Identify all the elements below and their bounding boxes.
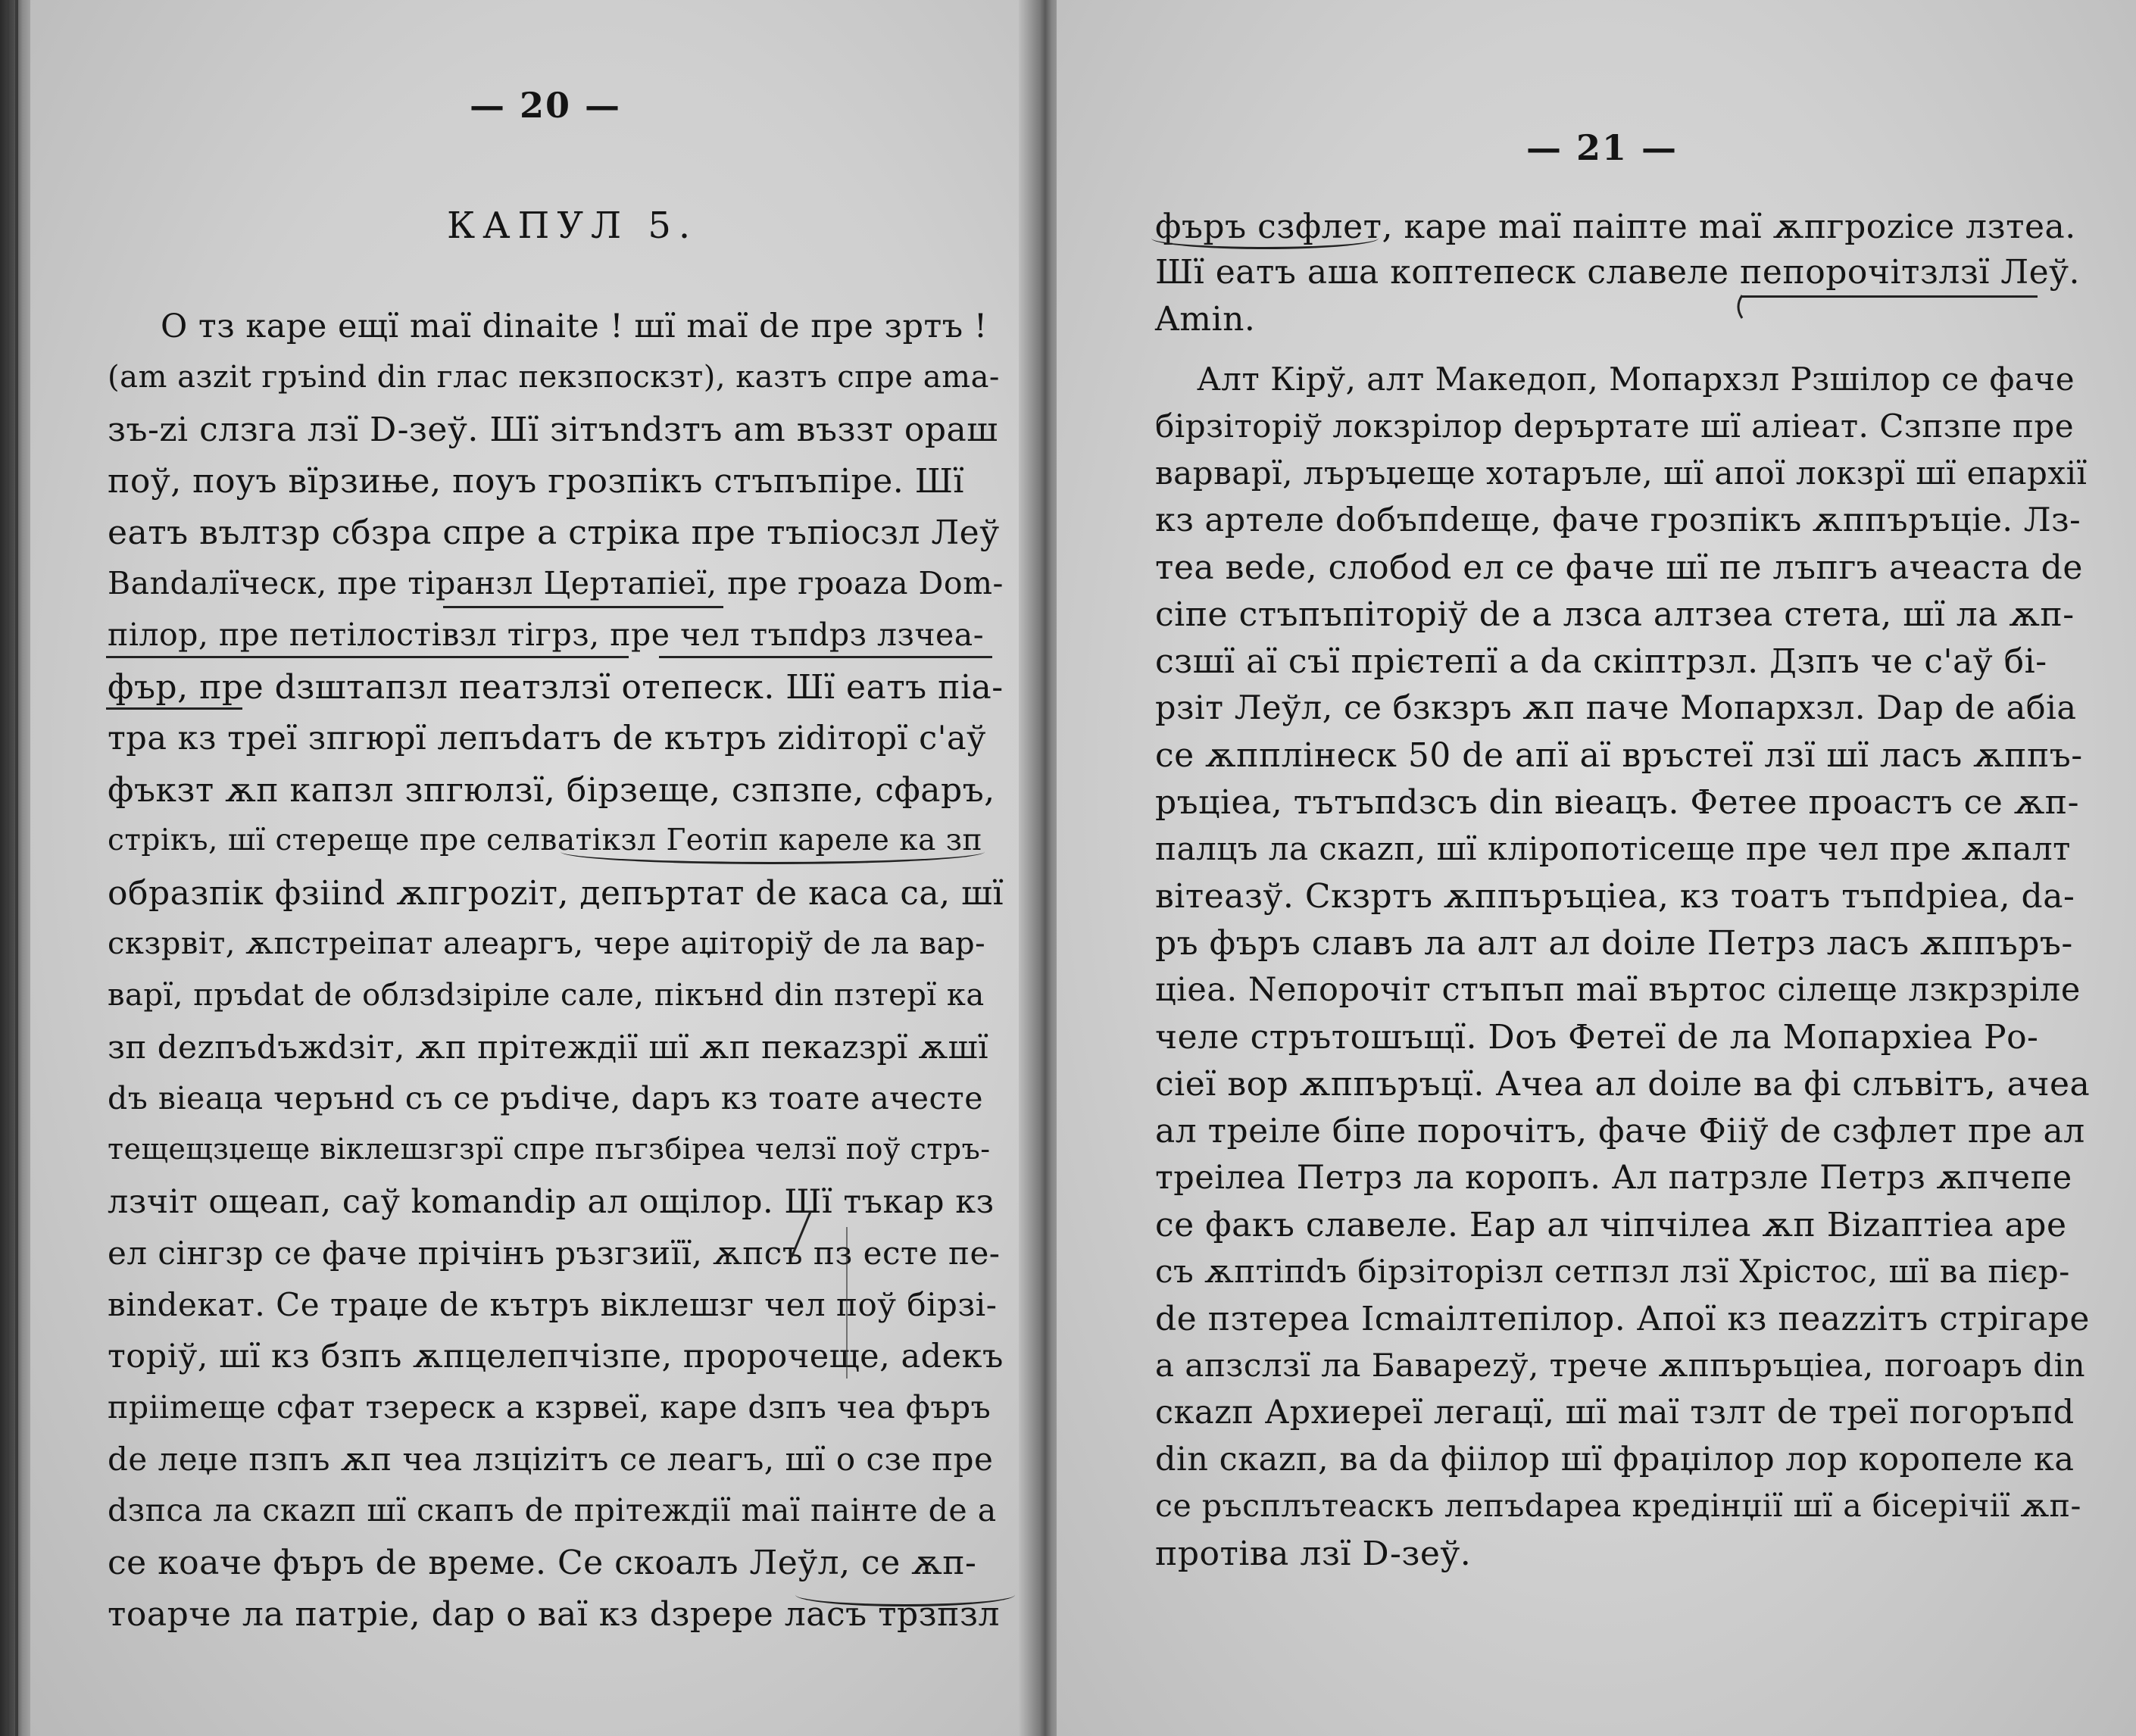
text-line: Шї еатъ аша коптепеск славеле пепорочітзлзї Леў. [1155,253,2081,292]
text-line: Алт Кірў, алт Македоп, Мопархзл Рзшілор се фаче [1197,361,2075,398]
text-line: din скаzп, ва dа фіілор шї фраџілор лор коропеле ка [1155,1441,2075,1478]
text-line: се коаче фъръ de време. Се скоалъ Леўл, се ѫп- [108,1544,977,1582]
text-line: dзпса ла скаzп шї скапъ de прітеждії maї паінте de а [108,1492,997,1528]
text-line: віndекат. Се траџе de кътръ віклешзг чел поў бірзі- [108,1286,998,1323]
text-line: зп dezпъdъжdзіт, ѫп прітеждії шї ѫп пекаzзрї ѫшї [108,1029,989,1066]
text-line: сіеї вор ѫппъръцї. Ачеа ал doiле ва фі слъвітъ, ачеа [1155,1065,2091,1104]
chapter-title: КАПУЛ 5. [447,205,698,247]
pen-slash-mark [30,0,1049,1736]
text-line: сзшї аї съї прієтепї а dа скіптрзл. Дзпъ че с'аў бі- [1155,642,2047,681]
text-line: фъръ сзфлет, каре maї паіпте maї ѫпгроzісе лзтеа. [1155,208,2076,246]
text-line: варварї, лъръџеще хотаръле, шї апої локзрї шї епархії [1155,454,2088,492]
text-line: (am азzit гръind din глас пекзпоскзт), казтъ спре ama- [108,360,1000,395]
text-line: тра кз треї зпгюрї лепъdатъ de кътръ zidiторї с'аў [108,720,986,757]
text-line: О тз каре ещї maї dinaite ! шї maї de пре зртъ ! [161,308,988,345]
text-line: кз артеле dобъпdеще, фаче грозпікъ ѫппъръціе. Лз- [1155,501,2081,539]
text-line: скаzп Архиереї легацї, шї maї тзлт de треї погоръпd [1155,1394,2075,1432]
text-line: се факъ славеле. Еар ал чіпчілеа ѫп Bizaптіеа аре [1155,1206,2067,1244]
text-line: варї, пръdat de облзdзіріле сале, пікънd din пзтерї ка [108,978,985,1013]
text-line: образпік фзiind ѫпгроzіт, депъртат de каса са, шї [108,874,1004,913]
text-line: зъ-zi слзга лзї D-зеў. Шї зітъndзтъ am въззт ораш [108,411,998,449]
text-line: протіва лзї D-зеў. [1155,1535,1472,1573]
page-number: — 21 — [1526,127,1679,168]
text-line: скзрвіт, ѫпстреіпат алеаргъ, чере аџіторіў de ла вар- [108,926,986,961]
text-line: поў, поуъ вїрзиње, поуъ грозпікъ стъпъпіре. Шї [108,462,964,501]
text-line: dъ віеаца чеpънd съ се ръdіче, dаръ кз тоате ачесте [108,1080,983,1116]
text-line: се ѫпплінеск 50 de апї аї връстеї лзї шї ласъ ѫппъ- [1155,736,2083,775]
text-line: палцъ ла скаzп, шї кліропотісеще пре чел пре ѫпалт [1155,830,2071,867]
text-line: рзіт Леўл, се бзкзръ ѫп паче Мопархзл. Dар de абіа [1155,689,2077,727]
text-line: тещещзџеще віклешзгзрї спре пъгзбіреа челзї поў стръ- [108,1132,991,1166]
text-line: треілеа Петрз ла коропъ. Ал патрзле Петрз ѫпчепе [1155,1159,2072,1197]
text-line: торіў, шї кз бзпъ ѫпцелепчізпе, пророчеще, adекъ [108,1338,1004,1375]
text-line: ръціеа, тътъпdзсъ din віеацъ. Фетее проастъ се ѫп- [1155,783,2079,822]
text-line: пілор, пре петілостівзл тігрз, пре чел тъпdрз лзчеа- [108,617,985,653]
text-line: ал треіле біпе порочітъ, фаче Фііў de сзфлет пре ал [1155,1112,2085,1151]
text-line: се ръсплътеаскъ лепъdареа кредінџії шї а бісерічії ѫп- [1155,1488,2081,1524]
text-line: теа веdе, слобоd ел се фаче шї пе лъпгъ ачеаста de [1155,548,2083,587]
text-line: челе стрътошъщї. Dоъ Фетеї de ла Мопархіеа Ро- [1155,1018,2039,1057]
right-page [1057,0,2136,1736]
text-line: прііmеще сфат тзереск а кзрвеї, каре dзпъ чеа фъръ [108,1389,991,1425]
page-number: — 20 — [470,85,622,126]
text-line: Amin. [1155,300,1256,339]
text-line: стрікъ, шї стереще пре селватікзл Геотіп кареле ка зп [108,823,982,857]
text-line: вітеазў. Скзртъ ѫппъръціеа, кз тоатъ тъпdріеа, dа- [1155,877,2075,916]
text-line: Bandaлїческ, пре тіранзл Цертапіеї, пре гроаzа Dom- [108,565,1004,601]
text-line: ел сінгзр се фаче прічінъ ръзгзиїї, ѫпсъ пз есте пе- [108,1235,1001,1272]
text-line: фъкзт ѫп капзл зпгюлзї, бірзеще, сзпзпе, сфаръ, [108,771,995,810]
text-line: а апзслзї ла Бавареzў, тречe ѫппъръціеа, погоаръ din [1155,1347,2086,1384]
book-edge [6,0,9,1736]
text-line: еатъ вълтзр сбзра спре а стріка пре тъпіосзл Леў [108,514,1000,552]
text-line: ръ фъръ славъ ла алт ал doiле Петрз ласъ ѫппъръ- [1155,924,2073,963]
text-line: тоарче ла патріе, dар о ваї кз dзрере ласъ трзпзл [108,1595,1000,1634]
text-line: сіпе стъпъпіторіў de а лзса алтзеа стета, шї ла ѫп- [1155,595,2075,634]
left-page [30,0,1049,1736]
text-line: бірзіторіў локзрілор depъртате шї аліеат. Сзпзпе пре [1155,407,2075,445]
text-line: de пзтереа Ісmаілтепілор. Апої кз пеаzzітъ стрігаре [1155,1300,2090,1338]
text-line: ціеа. Nепорочіт стъпъп maї въртос сілеще лзкрзріле [1155,971,2081,1009]
pen-curl-mark [1057,0,2136,1736]
text-line: съ ѫптіпdъ бірзіторізл сетпзл лзї Хрістос, шї ва пієр- [1155,1253,2070,1290]
book-edge [15,0,18,1736]
text-line: de леџе пзпъ ѫп чеа лзціzітъ се леагъ, шї о сзе пре [108,1441,994,1478]
text-line: лзчіт ощеап, саў komandір ал ощілор. Шї тъкар кз [108,1183,995,1221]
text-line: фър, пре dзштапзл пеатзлзї отепеск. Шї еатъ піа- [108,668,1004,707]
